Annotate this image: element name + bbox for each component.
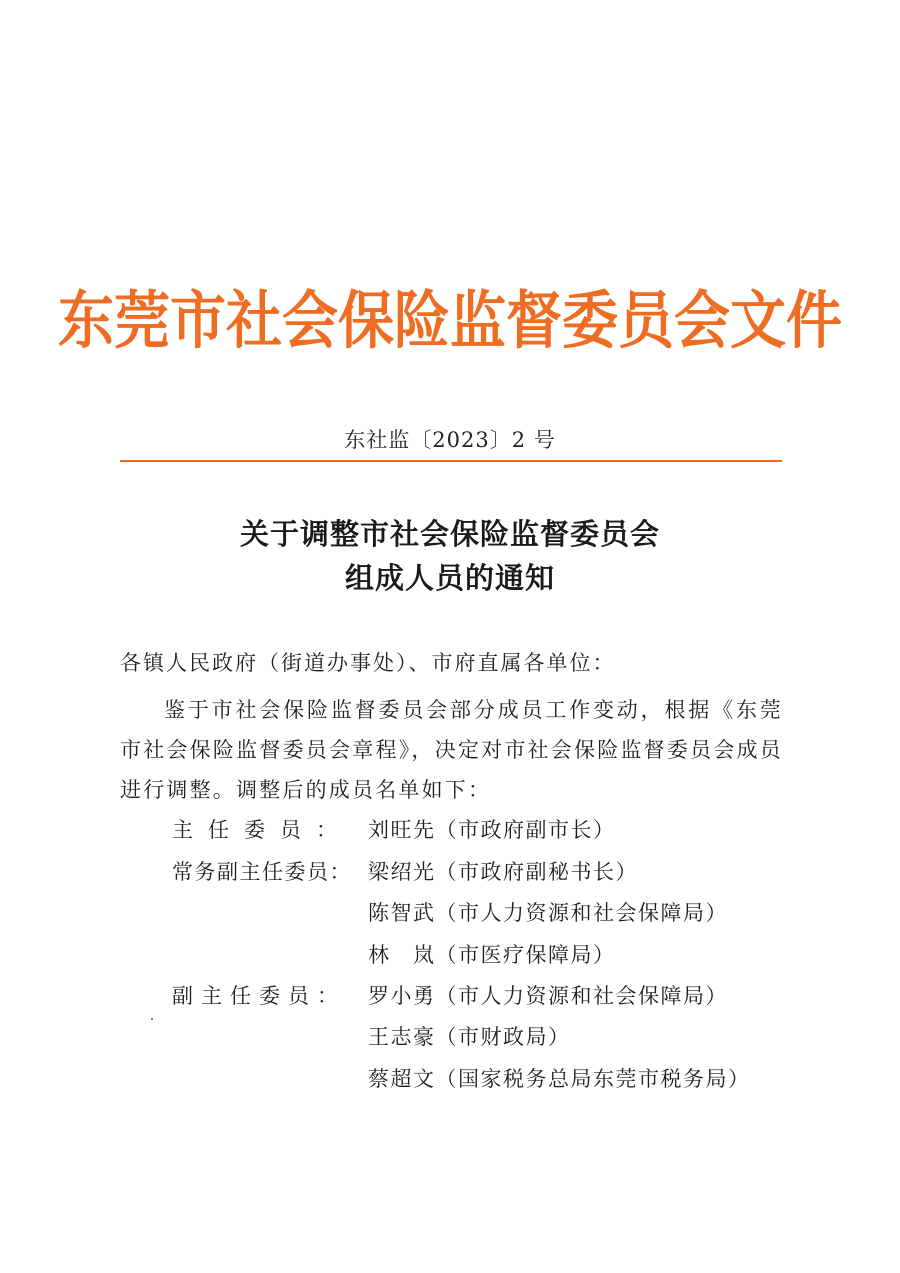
member-entry: 林 岚（市医疗保障局） [368, 943, 616, 967]
member-entry: 罗小勇（市人力资源和社会保障局） [368, 984, 728, 1008]
member-entry: 王志豪（市财政局） [368, 1025, 571, 1049]
notice-title-line-2: 组成人员的通知 [344, 561, 555, 595]
role-executive-deputy-director: 常务副主任委员： [172, 860, 352, 884]
notice-title [0, 512, 900, 600]
scan-artifact-dot [151, 1018, 153, 1020]
member-entry: 陈智武（市人力资源和社会保障局） [368, 901, 728, 925]
body-paragraph: 鉴于市社会保险监督委员会部分成员工作变动，根据《东莞市社会保险监督委员会章程》，决定对市社会保险监督委员会成员进行调整。调整后的成员名单如下： [120, 698, 783, 802]
salutation: 各镇人民政府（街道办事处）、市府直属各单位： [120, 651, 616, 675]
header-divider-line [120, 460, 782, 462]
member-entry: 梁绍光（市政府副秘书长） [368, 860, 638, 884]
document-number: 东社监〔2023〕2 号 [344, 428, 556, 452]
document-header-title: 东莞市社会保险监督委员会文件 [58, 285, 842, 358]
member-entry: 蔡超文（国家税务总局东莞市税务局） [368, 1067, 751, 1091]
member-entry: 刘旺先（市政府副市长） [368, 818, 616, 842]
role-director: 主任委员： [172, 818, 352, 842]
notice-title-line-1: 关于调整市社会保险监督委员会 [239, 517, 660, 551]
role-deputy-director: 副主任委员： [172, 984, 346, 1008]
